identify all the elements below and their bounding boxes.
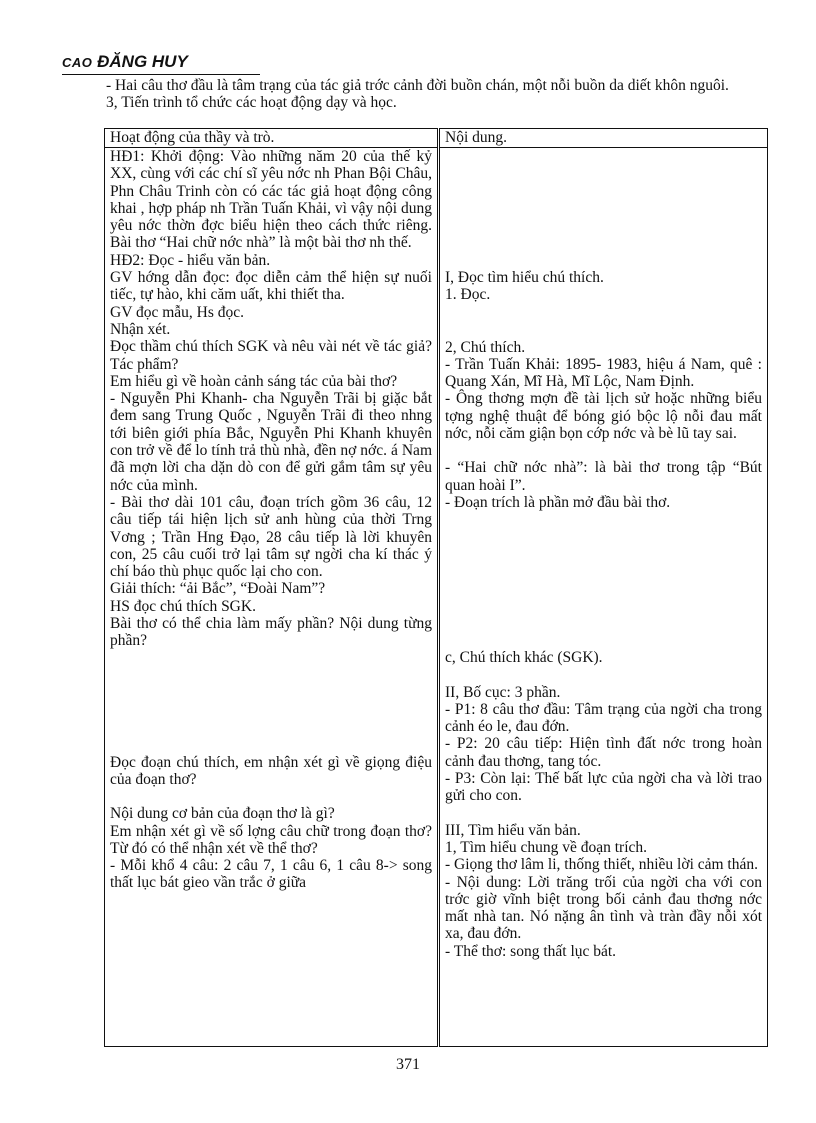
table-header-row xyxy=(105,129,768,148)
page-number: 371 xyxy=(396,1056,420,1073)
left-para-reading-guide: GV hớng dẫn đọc: đọc diễn cảm thể hiện sự nuối tiếc, tự hào, khi căm uất, khi thiết tha. xyxy=(110,269,432,304)
left-para-read-notes: HS đọc chú thích SGK. xyxy=(110,597,256,615)
intro-line-1: - Hai câu thơ đầu là tâm trạng của tác giả trớc cảnh đời buồn chán, một nỗi buồn da diết khôn nguôi. xyxy=(106,77,729,94)
right-para-overview: 1, Tìm hiểu chung về đoạn trích. xyxy=(445,838,648,856)
page-header xyxy=(62,52,260,75)
left-para-content-question: Nội dung cơ bản của đoạn thơ là gì? xyxy=(110,805,335,823)
left-para-explain: Giải thích: “ải Bắc”, “Đoài Nam”? xyxy=(110,580,326,598)
left-para-context-question: Em hiểu gì về hoàn cảnh sáng tác của bài thơ? xyxy=(110,372,398,390)
left-para-poem-structure: - Bài thơ dài 101 câu, đoạn trích gồm 36 câu, 12 câu tiếp tái hiện lịch sử anh hùng của thời Trng Vơng ; Trần Hng Đạo, 28 câu tiếp là lời khuyên con, 25 câu cuối trở lại tâm sự ngời cha kí thác ý chí báo thù phục quốc lại cho con. xyxy=(110,493,432,581)
header-prefix: CAO xyxy=(62,55,93,70)
lesson-table xyxy=(104,128,768,1047)
left-para-form-question: Em nhận xét gì về số lợng câu chữ trong đoạn thơ? Từ đó có thể nhận xét về thể thơ? xyxy=(110,822,432,857)
col-header-content: Nội dung. xyxy=(439,129,768,148)
right-para-notes: 2, Chú thích. xyxy=(445,338,526,356)
left-para-sample-reading: GV đọc mẫu, Hs đọc. xyxy=(110,303,245,321)
intro-text xyxy=(106,77,761,111)
left-para-hd1: HĐ1: Khởi động: Vào những năm 20 của thế kỷ XX, cùng với các chí sĩ yêu nớc nh Phan Bội Châu, Phn Châu Trinh còn có các tác giả hoạt động công khai , hợp pháp nh Trần Tuấn Khải, vì vậy nội dung yêu nớc thờn đợc biểu hiện theo cách thức riêng. Bài thơ “Hai chữ nớc nhà” là một bài thơ nh thế. xyxy=(110,148,432,252)
right-para-collection: - “Hai chữ nớc nhà”: là bài thơ trong tập “Bút quan hoài I”. xyxy=(445,459,762,494)
right-para-layout: II, Bố cục: 3 phần. xyxy=(445,683,561,701)
left-para-parts-question: Bài thơ có thể chia làm mấy phần? Nội dung từng phần? xyxy=(110,615,432,650)
right-para-other-notes: c, Chú thích khác (SGK). xyxy=(445,649,603,667)
right-para-excerpt: - Đoạn trích là phần mở đầu bài thơ. xyxy=(445,493,671,511)
left-para-hd2: HĐ2: Đọc - hiểu văn bản. xyxy=(110,251,271,269)
content-cell xyxy=(439,148,768,1047)
intro-line-2: 3, Tiến trình tổ chức các hoạt động dạy và học. xyxy=(106,94,397,111)
right-para-tone: - Giọng thơ lâm li, thống thiết, nhiều lời cảm thán. xyxy=(445,856,758,874)
col-header-activities: Hoạt động của thầy và trò. xyxy=(105,129,439,148)
left-para-form-answer: - Mỗi khổ 4 câu: 2 câu 7, 1 câu 6, 1 câu 8-> song thất lục bát gieo vần trắc ở giữa xyxy=(110,857,432,892)
right-para-section-3: III, Tìm hiểu văn bản. xyxy=(445,821,581,839)
left-para-tone-question: Đọc đoạn chú thích, em nhận xét gì về giọng điệu của đoạn thơ? xyxy=(110,753,432,788)
right-para-part-1: - P1: 8 câu thơ đầu: Tâm trạng của ngời cha trong cảnh éo le, đau đớn. xyxy=(445,700,762,736)
right-para-themes: - Ông thơng mợn đề tài lịch sử hoặc những biểu tợng nghệ thuật để bóng gió bộc lộ nỗi đau mất nớc, nỗi căm giận bọn cớp nớc và bè lũ tay sai. xyxy=(445,390,762,443)
right-para-part-3: - P3: Còn lại: Thế bất lực của ngời cha và lời trao gửi cho con. xyxy=(445,770,762,805)
table-body-row xyxy=(105,148,768,1047)
right-para-form: - Thể thơ: song thất lục bát. xyxy=(445,942,617,960)
left-para-author-question: Đọc thầm chú thích SGK và nêu vài nét về tác giả? Tác phẩm? xyxy=(110,338,432,373)
header-name: ĐĂNG HUY xyxy=(97,52,188,71)
right-para-section-1: I, Đọc tìm hiểu chú thích. xyxy=(445,269,604,286)
left-para-context-answer: - Nguyễn Phi Khanh- cha Nguyễn Trãi bị giặc bắt đem sang Trung Quốc , Nguyễn Trãi đi theo nhng tới biên giới phía Bắc, Nguyễn Phi Khanh khuyên con trở về để lo tính trả thù nhà, đền nợ nớc. á Nam đã mợn lời cha dặn dò con để gửi gắm tâm sự yêu nớc của mình. xyxy=(110,390,432,494)
right-para-content: - Nội dung: Lời trăng trối của ngời cha với con trớc giờ vĩnh biệt trong bối cảnh đau thơng nớc mất nhà tan. Nó nặng ân tình và tràn đầy nỗi xót xa, đau đớn. xyxy=(445,873,762,943)
left-para-remark: Nhận xét. xyxy=(110,320,171,338)
right-para-part-2: - P2: 20 câu tiếp: Hiện tình đất nớc trong hoàn cảnh đau thơng, tang tóc. xyxy=(445,735,762,770)
activities-cell xyxy=(105,148,439,1047)
right-para-reading: 1. Đọc. xyxy=(445,286,491,304)
right-para-author: - Trần Tuấn Khải: 1895- 1983, hiệu á Nam, quê : Quang Xán, Mĩ Hà, Mĩ Lộc, Nam Định. xyxy=(445,355,762,391)
